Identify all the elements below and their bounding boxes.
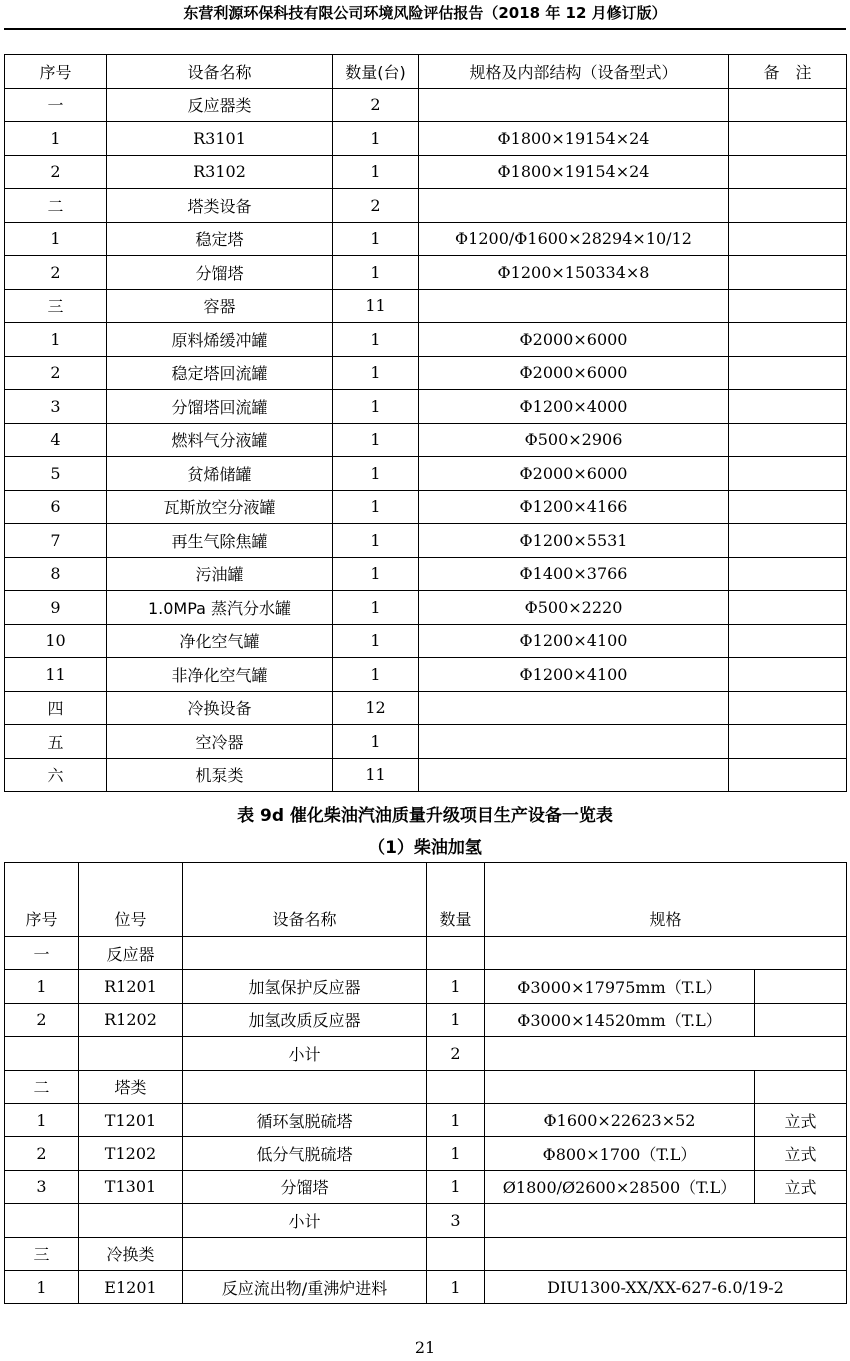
table-row: [5, 557, 847, 591]
table-cell: Φ1200×150334×8: [419, 256, 729, 290]
table-cell: [419, 88, 729, 122]
table-cell: [419, 289, 729, 323]
table-cell: [729, 189, 847, 223]
table-cell: R3102: [107, 155, 333, 189]
table-cell: Φ1800×19154×24: [419, 122, 729, 156]
table-cell: 四: [5, 691, 107, 725]
table-cell: 三: [5, 1237, 79, 1270]
table-cell: Φ1600×22623×52: [485, 1103, 755, 1136]
table-cell: [485, 1037, 847, 1070]
table-cell: [729, 289, 847, 323]
table-cell: [729, 356, 847, 390]
table-cell: 稳定塔回流罐: [107, 356, 333, 390]
table-subcaption: （1）柴油加氢: [368, 838, 482, 858]
table-row: [5, 937, 847, 970]
table-cell: 分馏塔回流罐: [107, 390, 333, 424]
table-cell: 1: [427, 1170, 485, 1203]
table-cell: [729, 122, 847, 156]
table-row: [5, 88, 847, 122]
table-cell: [729, 557, 847, 591]
table-cell: 1: [333, 256, 419, 290]
table-cell: Φ3000×17975mm（T.L）: [485, 970, 755, 1003]
table-cell: [729, 524, 847, 558]
table-cell: [183, 1237, 427, 1270]
table-row: [5, 457, 847, 491]
table-row: [5, 1170, 847, 1203]
table-cell: [419, 691, 729, 725]
table-row: [5, 624, 847, 658]
table-cell: 7: [5, 524, 107, 558]
table-cell: 2: [5, 256, 107, 290]
table-cell: 1: [5, 1103, 79, 1136]
table-row: [5, 691, 847, 725]
table-cell: 非净化空气罐: [107, 658, 333, 692]
column-header: 数量(台): [333, 55, 419, 89]
table-cell: 2: [5, 1137, 79, 1170]
table-cell: Ø1800/Ø2600×28500（T.L）: [485, 1170, 755, 1203]
table-cell: 1.0MPa 蒸汽分水罐: [107, 591, 333, 625]
table-cell: 机泵类: [107, 758, 333, 792]
table-cell: 11: [333, 289, 419, 323]
table-row: [5, 1003, 847, 1036]
table-cell: [729, 725, 847, 759]
equipment-table-1: [4, 54, 847, 792]
header-divider: [4, 28, 846, 30]
table-row: [5, 591, 847, 625]
table-cell: 1: [5, 323, 107, 357]
table-row: [5, 189, 847, 223]
table-row: [5, 423, 847, 457]
table-cell: Φ1800×19154×24: [419, 155, 729, 189]
table-cell: 1: [333, 423, 419, 457]
table-cell: 再生气除焦罐: [107, 524, 333, 558]
table-row: [5, 758, 847, 792]
table-cell: [427, 1237, 485, 1270]
table-cell: [183, 1070, 427, 1103]
table-cell: 立式: [755, 1170, 847, 1203]
table-cell: Φ500×2906: [419, 423, 729, 457]
table-cell: E1201: [79, 1270, 183, 1303]
table-cell: 瓦斯放空分液罐: [107, 490, 333, 524]
table-cell: Φ800×1700（T.L）: [485, 1137, 755, 1170]
column-header: 设备名称: [107, 55, 333, 89]
table-cell: T1301: [79, 1170, 183, 1203]
table-cell: 4: [5, 423, 107, 457]
table-cell: 1: [333, 457, 419, 491]
table-cell: 五: [5, 725, 107, 759]
table-row: [5, 1237, 847, 1270]
table-cell: Φ1200×4166: [419, 490, 729, 524]
table-cell: [729, 390, 847, 424]
table-cell: [485, 1237, 847, 1270]
table-cell: 一: [5, 88, 107, 122]
table-cell: Φ2000×6000: [419, 356, 729, 390]
table-cell: 加氢改质反应器: [183, 1003, 427, 1036]
table-cell: [79, 1037, 183, 1070]
column-header: 序号: [5, 55, 107, 89]
table-cell: 1: [5, 222, 107, 256]
table-row: [5, 222, 847, 256]
table-cell: [485, 1204, 847, 1237]
table-row: [5, 658, 847, 692]
table-cell: [729, 691, 847, 725]
table-cell: 1: [427, 970, 485, 1003]
table-header-row: [5, 863, 847, 937]
table-row: [5, 155, 847, 189]
table-cell: [729, 256, 847, 290]
table-cell: [729, 490, 847, 524]
table-cell: 冷换类: [79, 1237, 183, 1270]
table-cell: 6: [5, 490, 107, 524]
table-cell: [79, 1204, 183, 1237]
table-cell: 空冷器: [107, 725, 333, 759]
table-cell: 1: [333, 356, 419, 390]
table-row: [5, 256, 847, 290]
table-cell: 反应器类: [107, 88, 333, 122]
table-cell: T1202: [79, 1137, 183, 1170]
table-cell: 1: [333, 390, 419, 424]
table-cell: Φ1200/Φ1600×28294×10/12: [419, 222, 729, 256]
table-cell: 1: [427, 1003, 485, 1036]
table-header-row: [5, 55, 847, 89]
table-row: [5, 490, 847, 524]
table-cell: 1: [427, 1137, 485, 1170]
table-cell: 容器: [107, 289, 333, 323]
table-cell: R3101: [107, 122, 333, 156]
table-cell: [729, 457, 847, 491]
column-header: 备 注: [729, 55, 847, 89]
table-cell: [729, 323, 847, 357]
table-cell: [5, 1037, 79, 1070]
table-row: [5, 524, 847, 558]
table-cell: 小计: [183, 1204, 427, 1237]
table-row: [5, 122, 847, 156]
table-cell: [427, 1070, 485, 1103]
page-number: 21: [414, 1338, 436, 1357]
table-cell: 3: [427, 1204, 485, 1237]
table-cell: 分馏塔: [183, 1170, 427, 1203]
table-cell: 11: [333, 758, 419, 792]
table-row: [5, 725, 847, 759]
table-cell: R1201: [79, 970, 183, 1003]
column-header: 位号: [79, 863, 183, 937]
table-cell: Φ2000×6000: [419, 323, 729, 357]
table-cell: [729, 222, 847, 256]
table-cell: R1202: [79, 1003, 183, 1036]
table-cell: 2: [333, 189, 419, 223]
table-cell: 塔类: [79, 1070, 183, 1103]
table-row: [5, 1204, 847, 1237]
table-cell: Φ1200×4100: [419, 624, 729, 658]
table-cell: 二: [5, 1070, 79, 1103]
table-cell: 原料烯缓冲罐: [107, 323, 333, 357]
table-cell: 污油罐: [107, 557, 333, 591]
table-cell: 2: [333, 88, 419, 122]
table-cell: 净化空气罐: [107, 624, 333, 658]
table-cell: 1: [427, 1103, 485, 1136]
table-cell: 2: [5, 155, 107, 189]
table-cell: T1201: [79, 1103, 183, 1136]
table-cell: 2: [5, 356, 107, 390]
table-cell: 二: [5, 189, 107, 223]
table-cell: [755, 1070, 847, 1103]
table-row: [5, 1037, 847, 1070]
table-row: [5, 356, 847, 390]
table-cell: [729, 658, 847, 692]
table-cell: 10: [5, 624, 107, 658]
table-cell: [183, 937, 427, 970]
table-cell: 2: [5, 1003, 79, 1036]
table-cell: Φ1200×4000: [419, 390, 729, 424]
table-cell: 反应器: [79, 937, 183, 970]
table-cell: 冷换设备: [107, 691, 333, 725]
table-cell: 12: [333, 691, 419, 725]
table-cell: 9: [5, 591, 107, 625]
table-cell: 加氢保护反应器: [183, 970, 427, 1003]
table-cell: 11: [5, 658, 107, 692]
table-row: [5, 289, 847, 323]
column-header: 规格: [485, 863, 847, 937]
table-cell: 燃料气分液罐: [107, 423, 333, 457]
table-cell: 1: [333, 155, 419, 189]
table-cell: [729, 88, 847, 122]
table-cell: 循环氢脱硫塔: [183, 1103, 427, 1136]
table-cell: 六: [5, 758, 107, 792]
table-row: [5, 1270, 847, 1303]
table-cell: [485, 1070, 755, 1103]
table-cell: [419, 758, 729, 792]
equipment-table-2: [4, 862, 847, 1304]
table-cell: 3: [5, 1170, 79, 1203]
table-cell: 塔类设备: [107, 189, 333, 223]
table-cell: [419, 725, 729, 759]
table-row: [5, 390, 847, 424]
table-cell: 3: [5, 390, 107, 424]
table-cell: [5, 1204, 79, 1237]
column-header: 规格及内部结构（设备型式）: [419, 55, 729, 89]
table-cell: Φ1400×3766: [419, 557, 729, 591]
table-row: [5, 1103, 847, 1136]
table-cell: [485, 937, 847, 970]
table-cell: [755, 1003, 847, 1036]
table-cell: 1: [5, 122, 107, 156]
table-cell: 8: [5, 557, 107, 591]
table-cell: DIU1300-XX/XX-627-6.0/19-2: [485, 1270, 847, 1303]
table-row: [5, 1070, 847, 1103]
table-cell: 分馏塔: [107, 256, 333, 290]
table-row: [5, 323, 847, 357]
table-cell: 1: [333, 524, 419, 558]
table-cell: 2: [427, 1037, 485, 1070]
table-cell: 1: [333, 624, 419, 658]
table-cell: 5: [5, 457, 107, 491]
table-cell: 立式: [755, 1137, 847, 1170]
table-cell: [729, 423, 847, 457]
table-cell: 立式: [755, 1103, 847, 1136]
column-header: 数量: [427, 863, 485, 937]
table-cell: 1: [333, 122, 419, 156]
table-cell: 低分气脱硫塔: [183, 1137, 427, 1170]
table-cell: 反应流出物/重沸炉进料: [183, 1270, 427, 1303]
table-cell: 1: [5, 970, 79, 1003]
table-cell: 贫烯储罐: [107, 457, 333, 491]
table-caption: 表 9d 催化柴油汽油质量升级项目生产设备一览表: [237, 806, 613, 826]
document-header: 东营利源环保科技有限公司环境风险评估报告（2018 年 12 月修订版）: [183, 4, 667, 22]
table-row: [5, 1137, 847, 1170]
table-cell: Φ500×2220: [419, 591, 729, 625]
table-cell: Φ1200×4100: [419, 658, 729, 692]
table-cell: 1: [333, 323, 419, 357]
table-cell: [419, 189, 729, 223]
table-row: [5, 970, 847, 1003]
table-cell: 1: [427, 1270, 485, 1303]
table-cell: [427, 937, 485, 970]
table-cell: 稳定塔: [107, 222, 333, 256]
table-cell: 1: [333, 658, 419, 692]
table-cell: 1: [5, 1270, 79, 1303]
table-cell: [755, 970, 847, 1003]
table-cell: 1: [333, 222, 419, 256]
table-cell: Φ2000×6000: [419, 457, 729, 491]
table-cell: [729, 155, 847, 189]
table-cell: 1: [333, 725, 419, 759]
table-cell: Φ3000×14520mm（T.L）: [485, 1003, 755, 1036]
table-cell: 1: [333, 591, 419, 625]
table-cell: [729, 591, 847, 625]
column-header: 设备名称: [183, 863, 427, 937]
table-cell: [729, 758, 847, 792]
table-cell: 三: [5, 289, 107, 323]
table-cell: 一: [5, 937, 79, 970]
table-cell: 小计: [183, 1037, 427, 1070]
table-cell: Φ1200×5531: [419, 524, 729, 558]
table-cell: 1: [333, 557, 419, 591]
column-header: 序号: [5, 863, 79, 937]
table-cell: [729, 624, 847, 658]
table-cell: 1: [333, 490, 419, 524]
